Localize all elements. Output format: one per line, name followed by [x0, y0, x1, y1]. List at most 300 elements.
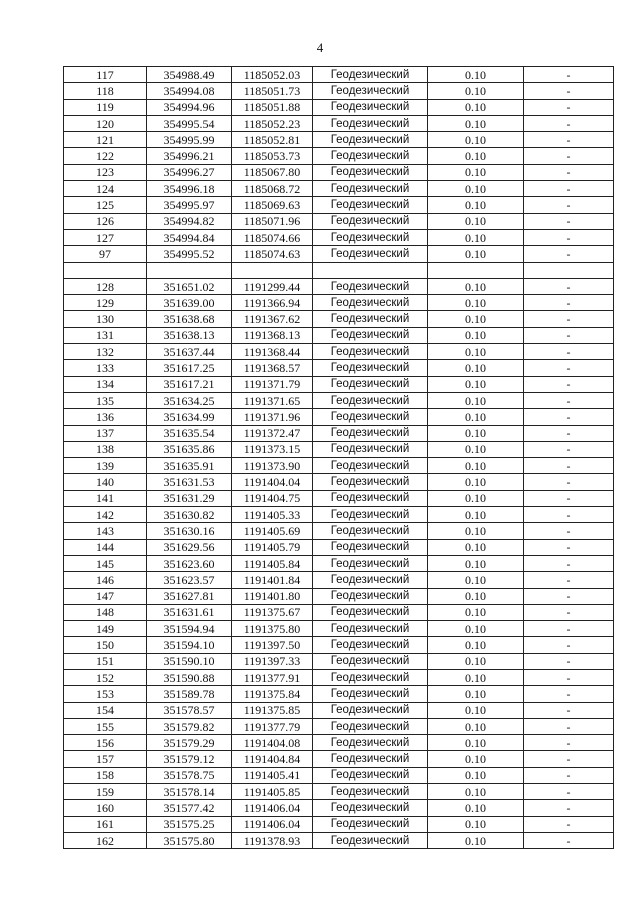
accuracy-cell: 0.10: [428, 653, 524, 669]
y-coordinate-cell: 1191371.79: [232, 376, 313, 392]
table-row: [64, 229, 614, 245]
method-cell: Геодезический: [313, 229, 428, 245]
table-row: [64, 718, 614, 734]
method-cell: Геодезический: [313, 213, 428, 229]
accuracy-cell: 0.10: [428, 507, 524, 523]
accuracy-cell: 0.10: [428, 311, 524, 327]
point-number-cell: 120: [64, 115, 147, 131]
point-number-cell: 154: [64, 702, 147, 718]
x-coordinate-cell: 351577.42: [147, 800, 232, 816]
table-row: [64, 441, 614, 457]
description-cell: -: [524, 784, 614, 800]
method-cell: Геодезический: [313, 376, 428, 392]
y-coordinate-cell: 1191405.85: [232, 784, 313, 800]
x-coordinate-cell: 354994.82: [147, 213, 232, 229]
point-number-cell: 140: [64, 474, 147, 490]
point-number-cell: 147: [64, 588, 147, 604]
description-cell: -: [524, 767, 614, 783]
point-number-cell: 149: [64, 621, 147, 637]
accuracy-cell: 0.10: [428, 213, 524, 229]
point-number-cell: 142: [64, 507, 147, 523]
description-cell: -: [524, 490, 614, 506]
x-coordinate-cell: 351630.16: [147, 523, 232, 539]
point-number-cell: 128: [64, 278, 147, 294]
description-cell: -: [524, 409, 614, 425]
y-coordinate-cell: 1191367.62: [232, 311, 313, 327]
method-cell: Геодезический: [313, 767, 428, 783]
accuracy-cell: 0.10: [428, 295, 524, 311]
description-cell: -: [524, 686, 614, 702]
description-cell: -: [524, 702, 614, 718]
description-cell: -: [524, 621, 614, 637]
y-coordinate-cell: 1191372.47: [232, 425, 313, 441]
table-row: [64, 555, 614, 571]
accuracy-cell: 0.10: [428, 83, 524, 99]
description-cell: -: [524, 392, 614, 408]
x-coordinate-cell: 351590.88: [147, 669, 232, 685]
x-coordinate-cell: 354996.18: [147, 181, 232, 197]
table-row: [64, 490, 614, 506]
point-number-cell: 152: [64, 669, 147, 685]
table-row: [64, 148, 614, 164]
x-coordinate-cell: 351634.25: [147, 392, 232, 408]
description-cell: -: [524, 360, 614, 376]
table-row: [64, 686, 614, 702]
y-coordinate-cell: 1191404.04: [232, 474, 313, 490]
table-row: [64, 360, 614, 376]
point-number-cell: 132: [64, 344, 147, 360]
table-row: [64, 604, 614, 620]
point-number-cell: 133: [64, 360, 147, 376]
description-cell: -: [524, 376, 614, 392]
description-cell: -: [524, 555, 614, 571]
accuracy-cell: 0.10: [428, 246, 524, 262]
method-cell: Геодезический: [313, 669, 428, 685]
y-coordinate-cell: 1191404.75: [232, 490, 313, 506]
x-coordinate-cell: 351635.86: [147, 441, 232, 457]
point-number-cell: 118: [64, 83, 147, 99]
table-row: [64, 376, 614, 392]
description-cell: -: [524, 458, 614, 474]
table-row: [64, 816, 614, 832]
description-cell: -: [524, 800, 614, 816]
x-coordinate-cell: 354994.84: [147, 229, 232, 245]
x-coordinate-cell: 354994.96: [147, 99, 232, 115]
point-number-cell: 127: [64, 229, 147, 245]
x-coordinate-cell: 354994.08: [147, 83, 232, 99]
accuracy-cell: 0.10: [428, 751, 524, 767]
y-coordinate-cell: 1191401.80: [232, 588, 313, 604]
point-number-cell: 141: [64, 490, 147, 506]
table-row: [64, 637, 614, 653]
point-number-cell: 97: [64, 246, 147, 262]
accuracy-cell: 0.10: [428, 832, 524, 848]
point-number-cell: 146: [64, 572, 147, 588]
table-row: [64, 99, 614, 115]
table-row: [64, 832, 614, 848]
table-row: [64, 197, 614, 213]
accuracy-cell: 0.10: [428, 767, 524, 783]
y-coordinate-cell: 1191368.44: [232, 344, 313, 360]
point-number-cell: 158: [64, 767, 147, 783]
y-coordinate-cell: 1185051.73: [232, 83, 313, 99]
table-row: [64, 164, 614, 180]
description-cell: -: [524, 67, 614, 83]
description-cell: -: [524, 246, 614, 262]
y-coordinate-cell: 1191405.69: [232, 523, 313, 539]
x-coordinate-cell: 351630.82: [147, 507, 232, 523]
table-row: [64, 784, 614, 800]
method-cell: Геодезический: [313, 539, 428, 555]
description-cell: -: [524, 751, 614, 767]
method-cell: Геодезический: [313, 441, 428, 457]
method-cell: Геодезический: [313, 800, 428, 816]
method-cell: Геодезический: [313, 425, 428, 441]
x-coordinate-cell: 351631.53: [147, 474, 232, 490]
table-row: [64, 295, 614, 311]
x-coordinate-cell: 354996.27: [147, 164, 232, 180]
x-coordinate-cell: 351578.75: [147, 767, 232, 783]
accuracy-cell: 0.10: [428, 441, 524, 457]
y-coordinate-cell: 1191397.33: [232, 653, 313, 669]
page-number: 4: [316, 40, 324, 55]
x-coordinate-cell: 351590.10: [147, 653, 232, 669]
description-cell: -: [524, 344, 614, 360]
y-coordinate-cell: 1185069.63: [232, 197, 313, 213]
method-cell: Геодезический: [313, 197, 428, 213]
method-cell: Геодезический: [313, 686, 428, 702]
method-cell: Геодезический: [313, 99, 428, 115]
table-row: [64, 246, 614, 262]
method-cell: Геодезический: [313, 409, 428, 425]
point-number-cell: 155: [64, 718, 147, 734]
y-coordinate-cell: 1191397.50: [232, 637, 313, 653]
description-cell: -: [524, 507, 614, 523]
x-coordinate-cell: 351578.57: [147, 702, 232, 718]
point-number-cell: 162: [64, 832, 147, 848]
y-coordinate-cell: 1191366.94: [232, 295, 313, 311]
method-cell: Геодезический: [313, 588, 428, 604]
y-coordinate-cell: 1191401.84: [232, 572, 313, 588]
x-coordinate-cell: 351579.12: [147, 751, 232, 767]
accuracy-cell: 0.10: [428, 735, 524, 751]
method-cell: Геодезический: [313, 392, 428, 408]
x-coordinate-cell: 351579.82: [147, 718, 232, 734]
x-coordinate-cell: 354996.21: [147, 148, 232, 164]
description-cell: -: [524, 735, 614, 751]
x-coordinate-cell: 354995.54: [147, 115, 232, 131]
method-cell: Геодезический: [313, 344, 428, 360]
y-coordinate-cell: 1191406.04: [232, 816, 313, 832]
x-coordinate-cell: 354988.49: [147, 67, 232, 83]
y-coordinate-cell: 1191404.84: [232, 751, 313, 767]
x-coordinate-cell: 351627.81: [147, 588, 232, 604]
table-row: [64, 539, 614, 555]
table-row: [64, 311, 614, 327]
table-row: [64, 132, 614, 148]
description-cell: -: [524, 311, 614, 327]
y-coordinate-cell: 1185068.72: [232, 181, 313, 197]
coordinates-table-body: [64, 67, 614, 849]
y-coordinate-cell: 1191299.44: [232, 278, 313, 294]
point-number-cell: 150: [64, 637, 147, 653]
y-coordinate-cell: 1191405.33: [232, 507, 313, 523]
method-cell: Геодезический: [313, 360, 428, 376]
accuracy-cell: 0.10: [428, 409, 524, 425]
method-cell: Геодезический: [313, 67, 428, 83]
table-row: [64, 588, 614, 604]
accuracy-cell: 0.10: [428, 604, 524, 620]
method-cell: Геодезический: [313, 653, 428, 669]
table-row: [64, 702, 614, 718]
point-number-cell: 160: [64, 800, 147, 816]
point-number-cell: 161: [64, 816, 147, 832]
method-cell: Геодезический: [313, 621, 428, 637]
y-coordinate-cell: 1191373.15: [232, 441, 313, 457]
y-coordinate-cell: 1191368.13: [232, 327, 313, 343]
accuracy-cell: 0.10: [428, 132, 524, 148]
table-row: [64, 213, 614, 229]
accuracy-cell: 0.10: [428, 99, 524, 115]
method-cell: Геодезический: [313, 148, 428, 164]
method-cell: Геодезический: [313, 295, 428, 311]
description-cell: -: [524, 588, 614, 604]
accuracy-cell: 0.10: [428, 800, 524, 816]
table-row: [64, 751, 614, 767]
y-coordinate-cell: 1191375.85: [232, 702, 313, 718]
x-coordinate-cell: 351631.61: [147, 604, 232, 620]
description-cell: -: [524, 213, 614, 229]
accuracy-cell: 0.10: [428, 376, 524, 392]
accuracy-cell: 0.10: [428, 360, 524, 376]
description-cell: [524, 262, 614, 278]
x-coordinate-cell: 351623.60: [147, 555, 232, 571]
table-row: [64, 572, 614, 588]
table-row: [64, 425, 614, 441]
description-cell: -: [524, 148, 614, 164]
point-number-cell: 151: [64, 653, 147, 669]
x-coordinate-cell: 351575.25: [147, 816, 232, 832]
x-coordinate-cell: 351635.91: [147, 458, 232, 474]
point-number-cell: 123: [64, 164, 147, 180]
y-coordinate-cell: 1185052.23: [232, 115, 313, 131]
table-row: [64, 327, 614, 343]
accuracy-cell: 0.10: [428, 686, 524, 702]
x-coordinate-cell: 351578.14: [147, 784, 232, 800]
point-number-cell: 119: [64, 99, 147, 115]
point-number-cell: 130: [64, 311, 147, 327]
description-cell: -: [524, 197, 614, 213]
method-cell: Геодезический: [313, 555, 428, 571]
accuracy-cell: 0.10: [428, 784, 524, 800]
y-coordinate-cell: 1185053.73: [232, 148, 313, 164]
accuracy-cell: 0.10: [428, 197, 524, 213]
method-cell: Геодезический: [313, 637, 428, 653]
table-row: [64, 653, 614, 669]
accuracy-cell: 0.10: [428, 229, 524, 245]
point-number-cell: 124: [64, 181, 147, 197]
point-number-cell: 121: [64, 132, 147, 148]
accuracy-cell: 0.10: [428, 718, 524, 734]
x-coordinate-cell: 351575.80: [147, 832, 232, 848]
table-row: [64, 83, 614, 99]
method-cell: Геодезический: [313, 311, 428, 327]
accuracy-cell: 0.10: [428, 816, 524, 832]
description-cell: -: [524, 669, 614, 685]
accuracy-cell: 0.10: [428, 181, 524, 197]
method-cell: Геодезический: [313, 246, 428, 262]
accuracy-cell: 0.10: [428, 458, 524, 474]
x-coordinate-cell: 351638.13: [147, 327, 232, 343]
point-number-cell: 139: [64, 458, 147, 474]
table-row: [64, 523, 614, 539]
x-coordinate-cell: 354995.99: [147, 132, 232, 148]
description-cell: -: [524, 295, 614, 311]
accuracy-cell: 0.10: [428, 702, 524, 718]
y-coordinate-cell: 1191375.80: [232, 621, 313, 637]
description-cell: -: [524, 474, 614, 490]
point-number-cell: 157: [64, 751, 147, 767]
y-coordinate-cell: 1185074.66: [232, 229, 313, 245]
method-cell: Геодезический: [313, 735, 428, 751]
method-cell: Геодезический: [313, 604, 428, 620]
table-row: [64, 262, 614, 278]
y-coordinate-cell: 1185051.88: [232, 99, 313, 115]
description-cell: -: [524, 115, 614, 131]
x-coordinate-cell: 351589.78: [147, 686, 232, 702]
accuracy-cell: 0.10: [428, 555, 524, 571]
point-number-cell: 144: [64, 539, 147, 555]
method-cell: Геодезический: [313, 490, 428, 506]
method-cell: Геодезический: [313, 181, 428, 197]
method-cell: Геодезический: [313, 832, 428, 848]
accuracy-cell: 0.10: [428, 523, 524, 539]
method-cell: Геодезический: [313, 816, 428, 832]
point-number-cell: 117: [64, 67, 147, 83]
description-cell: -: [524, 327, 614, 343]
accuracy-cell: 0.10: [428, 344, 524, 360]
point-number-cell: 143: [64, 523, 147, 539]
table-row: [64, 278, 614, 294]
x-coordinate-cell: 351651.02: [147, 278, 232, 294]
accuracy-cell: 0.10: [428, 115, 524, 131]
description-cell: -: [524, 816, 614, 832]
point-number-cell: 159: [64, 784, 147, 800]
x-coordinate-cell: 354995.52: [147, 246, 232, 262]
point-number-cell: 131: [64, 327, 147, 343]
y-coordinate-cell: 1191368.57: [232, 360, 313, 376]
y-coordinate-cell: 1185074.63: [232, 246, 313, 262]
description-cell: -: [524, 718, 614, 734]
description-cell: -: [524, 653, 614, 669]
method-cell: Геодезический: [313, 507, 428, 523]
accuracy-cell: 0.10: [428, 637, 524, 653]
accuracy-cell: [428, 262, 524, 278]
method-cell: Геодезический: [313, 572, 428, 588]
description-cell: -: [524, 278, 614, 294]
description-cell: -: [524, 132, 614, 148]
x-coordinate-cell: 351623.57: [147, 572, 232, 588]
description-cell: -: [524, 523, 614, 539]
table-row: [64, 115, 614, 131]
y-coordinate-cell: 1191405.84: [232, 555, 313, 571]
y-coordinate-cell: [232, 262, 313, 278]
coordinates-table: [63, 66, 614, 849]
method-cell: Геодезический: [313, 278, 428, 294]
method-cell: [313, 262, 428, 278]
method-cell: Геодезический: [313, 132, 428, 148]
method-cell: Геодезический: [313, 718, 428, 734]
accuracy-cell: 0.10: [428, 621, 524, 637]
accuracy-cell: 0.10: [428, 67, 524, 83]
description-cell: -: [524, 572, 614, 588]
x-coordinate-cell: 351594.10: [147, 637, 232, 653]
accuracy-cell: 0.10: [428, 588, 524, 604]
x-coordinate-cell: 351634.99: [147, 409, 232, 425]
accuracy-cell: 0.10: [428, 392, 524, 408]
y-coordinate-cell: 1191405.79: [232, 539, 313, 555]
table-row: [64, 735, 614, 751]
table-row: [64, 800, 614, 816]
table-row: [64, 474, 614, 490]
y-coordinate-cell: 1191406.04: [232, 800, 313, 816]
accuracy-cell: 0.10: [428, 148, 524, 164]
accuracy-cell: 0.10: [428, 572, 524, 588]
description-cell: -: [524, 637, 614, 653]
method-cell: Геодезический: [313, 458, 428, 474]
description-cell: -: [524, 83, 614, 99]
x-coordinate-cell: 351638.68: [147, 311, 232, 327]
y-coordinate-cell: 1185071.96: [232, 213, 313, 229]
method-cell: Геодезический: [313, 164, 428, 180]
description-cell: -: [524, 229, 614, 245]
method-cell: Геодезический: [313, 751, 428, 767]
method-cell: Геодезический: [313, 83, 428, 99]
y-coordinate-cell: 1191404.08: [232, 735, 313, 751]
y-coordinate-cell: 1191371.96: [232, 409, 313, 425]
table-row: [64, 181, 614, 197]
description-cell: -: [524, 604, 614, 620]
y-coordinate-cell: 1191375.84: [232, 686, 313, 702]
x-coordinate-cell: 351637.44: [147, 344, 232, 360]
table-row: [64, 669, 614, 685]
x-coordinate-cell: 351617.21: [147, 376, 232, 392]
point-number-cell: [64, 262, 147, 278]
y-coordinate-cell: 1185052.81: [232, 132, 313, 148]
x-coordinate-cell: 351579.29: [147, 735, 232, 751]
accuracy-cell: 0.10: [428, 425, 524, 441]
table-row: [64, 409, 614, 425]
accuracy-cell: 0.10: [428, 490, 524, 506]
y-coordinate-cell: 1191377.79: [232, 718, 313, 734]
table-row: [64, 392, 614, 408]
accuracy-cell: 0.10: [428, 474, 524, 490]
point-number-cell: 129: [64, 295, 147, 311]
y-coordinate-cell: 1191373.90: [232, 458, 313, 474]
table-row: [64, 621, 614, 637]
y-coordinate-cell: 1191371.65: [232, 392, 313, 408]
point-number-cell: 156: [64, 735, 147, 751]
point-number-cell: 153: [64, 686, 147, 702]
method-cell: Геодезический: [313, 702, 428, 718]
accuracy-cell: 0.10: [428, 164, 524, 180]
accuracy-cell: 0.10: [428, 278, 524, 294]
x-coordinate-cell: 351594.94: [147, 621, 232, 637]
y-coordinate-cell: 1191375.67: [232, 604, 313, 620]
x-coordinate-cell: [147, 262, 232, 278]
table-row: [64, 344, 614, 360]
y-coordinate-cell: 1185052.03: [232, 67, 313, 83]
